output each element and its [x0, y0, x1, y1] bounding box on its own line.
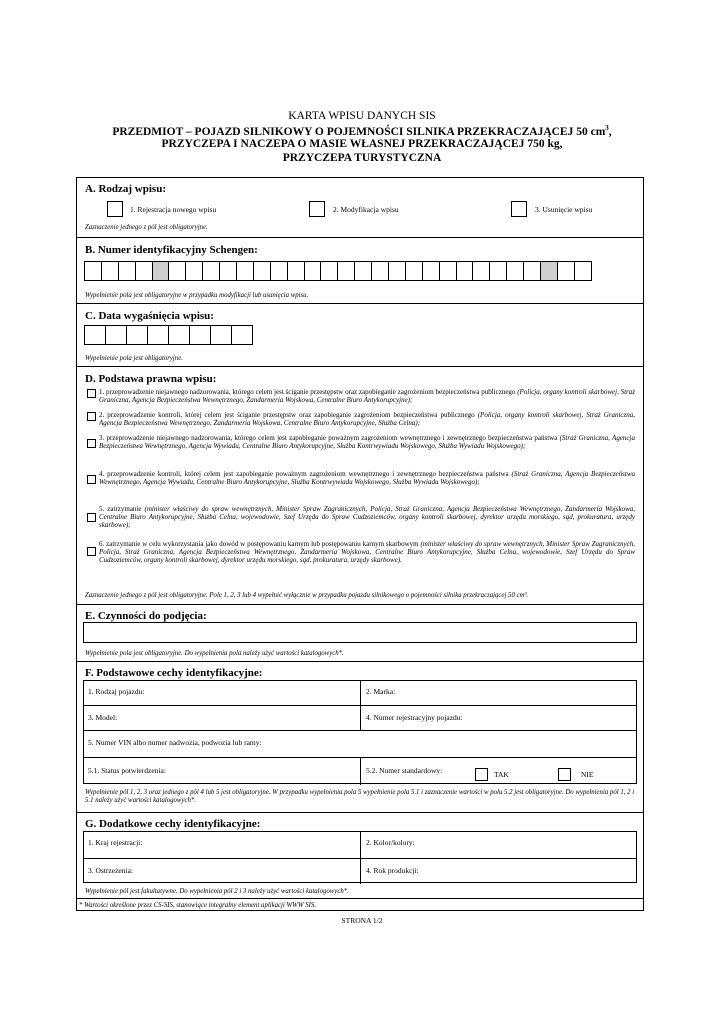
- legal-basis-1-text: 1. przeprowadzenie niejawnego nadzorowania, którego celem jest ściganie przestępstw oraz zapobieganie zagrożeniom bezpieczeństwa publicznego: [99, 388, 518, 396]
- label-nie: NIE: [581, 770, 594, 779]
- legal-basis-4-authorities: (Straż Graniczna, Agencja Bezpieczeństwa Wewnętrznego, Agencja Wywiadu, Centralne Biuro Antykorupcyjne, Służba Kontrwywiadu Wojskowego, Służba Wywiadu Wojskowego);: [99, 470, 635, 487]
- section-f-note: Wypełnienie pól 1, 2, 3 oraz jednego z pól 4 lub 5 jest obligatoryjne. W przypadku wypełnienia pola 5 wypełnienie pola 5.1 i zaznaczenie wartości w polu 5.2 jest obligatoryjne. Do wypełnienia pól 1, 2 i 5.1 należy użyć wartości katalogowych*.: [85, 789, 635, 804]
- label-tak: TAK: [494, 770, 509, 779]
- legal-basis-5: [99, 505, 635, 530]
- subject-text: PRZEDMIOT – POJAZD SILNIKOWY O POJEMNOŚCI SILNIKA PRZEKRACZAJĄCEJ 50 cm: [112, 125, 606, 138]
- legal-basis-1-authorities: (Policja, organy kontroli skarbowej, Straż Graniczna, Agencja Bezpieczeństwa Wewnętrznego, Żandarmeria Wojskowa, Centralne Biuro Antykorupcyjne);: [99, 388, 635, 405]
- checkbox-modify-entry[interactable]: [309, 201, 325, 217]
- checkbox-legal-basis-3[interactable]: [87, 439, 96, 448]
- field-registration-country[interactable]: 1. Kraj rejestracji:: [88, 838, 143, 847]
- checkbox-delete-entry[interactable]: [511, 201, 527, 217]
- checkbox-new-entry[interactable]: [107, 201, 123, 217]
- actions-input[interactable]: [83, 622, 637, 643]
- section-g-note: Wypełnienie pól jest fakultatywne. Do wypełnienia pól 2 i 3 należy użyć wartości katalogowych*.: [85, 888, 349, 895]
- row-warnings-year: [84, 858, 636, 884]
- sis-form: [76, 177, 644, 911]
- checkbox-legal-basis-1[interactable]: [87, 389, 96, 398]
- form-subject-line: [0, 124, 724, 138]
- label-new-entry: 1. Rejestracja nowego wpisu: [130, 205, 217, 214]
- checkbox-nie[interactable]: [558, 768, 571, 781]
- checkbox-legal-basis-2[interactable]: [87, 412, 96, 421]
- section-a: [77, 178, 643, 237]
- checkbox-legal-basis-5[interactable]: [87, 513, 96, 522]
- legal-basis-6-text: 6. zatrzymanie w celu wykorzystania jako dowód w postępowaniu karnym lub postępowaniu karnym skarbowym: [99, 540, 421, 548]
- section-b-title: B. Numer identyfikacyjny Schengen:: [85, 244, 258, 256]
- checkbox-tak[interactable]: [475, 768, 488, 781]
- field-make[interactable]: 2. Marka:: [366, 687, 396, 696]
- legal-basis-2-authorities: (Policja, organy kontroli skarbowej, Straż Graniczna, Agencja Bezpieczeństwa Wewnętrznego, Żandarmeria Wojskowa, Centralne Biuro Antykorupcyjne, Służba Celna);: [99, 411, 636, 428]
- legal-basis-1: [99, 388, 635, 404]
- section-f: [77, 661, 643, 812]
- field-warnings[interactable]: 3. Ostrzeżenia:: [88, 866, 133, 875]
- section-a-title: A. Rodzaj wpisu:: [85, 183, 166, 195]
- section-c: [77, 303, 643, 366]
- form-subject-line2: PRZYCZEPA I NACZEPA O MASIE WŁASNEJ PRZEKRACZAJĄCEJ 750 kg,: [161, 138, 563, 150]
- footnote: * Wartości określone przez CS-SIS, stanowiące integralny element aplikacji WWW SIS.: [79, 902, 316, 909]
- label-modify-entry: 2. Modyfikacja wpisu: [333, 205, 399, 214]
- form-title: KARTA WPISU DANYCH SIS: [288, 110, 436, 122]
- section-g: [77, 812, 643, 898]
- subject-sup: 3: [605, 124, 609, 132]
- footnote-row: [77, 898, 643, 912]
- section-d-note: Zaznaczenie jednego z pól jest obligatoryjne. Pole 1, 2, 3 lub 4 wypełnić wyłącznie w przypadku pojazdu silnikowego o pojemności silnika przekraczającej 50 cm³.: [85, 592, 529, 599]
- row-type-make: [84, 681, 636, 705]
- field-confirmation-status[interactable]: 5.1. Status potwierdzenia:: [88, 766, 166, 775]
- legal-basis-6-authorities: (minister właściwy do spraw wewnętrznych, Minister Spraw Zagranicznych, Policja, Straż Graniczna, Agencja Bezpieczeństwa Wewnętrznego, Żandarmeria Wojskowa, Centralne Biuro Antykorupcyjne, Służba Celna, wojewodowie, Szef Urzędu do Spraw Cudzoziemców, organy kontroli skarbowej, dyrektor urzędu morskiego, sąd, prokuratura, urzędy skarbowe).: [99, 540, 635, 565]
- section-d-title: D. Podstawa prawna wpisu:: [85, 373, 217, 385]
- row-vin: [84, 730, 636, 757]
- page-number: STRONA 1/2: [341, 916, 383, 925]
- legal-basis-5-text: 5. zatrzymanie: [99, 505, 145, 513]
- additional-features-table: [83, 831, 637, 883]
- section-a-note: Zaznaczenie jednego z pól jest obligatoryjne.: [85, 224, 208, 231]
- legal-basis-5-authorities: (minister właściwy do spraw wewnętrznych, Minister Spraw Zagranicznych, Policja, Straż Graniczna, Agencja Bezpieczeństwa Wewnętrznego, Żandarmeria Wojskowa, Centralne Biuro Antykorupcyjne, Służba Celna, wojewodowie, Szef Urzędu do Spraw Cudzoziemców, organy kontroli skarbowej, dyrektor urzędu morskiego, sąd, prokuratura, urzędy skarbowe);: [99, 505, 635, 530]
- checkbox-legal-basis-6[interactable]: [87, 547, 96, 556]
- section-c-note: Wypełnienie pola jest obligatoryjne.: [85, 355, 183, 362]
- section-d: [77, 366, 643, 604]
- legal-basis-3: [99, 434, 635, 450]
- section-g-title: G. Dodatkowe cechy identyfikacyjne:: [85, 818, 261, 830]
- section-e: [77, 604, 643, 661]
- field-standard-number: 5.2. Numer standardowy:: [366, 766, 443, 775]
- legal-basis-4-text: 4. przeprowadzenie kontroli, której celem jest zapobieganie poważnym zagrożeniom wewnętrznego i zewnętrznego bezpieczeństwa państwa: [99, 470, 512, 478]
- legal-basis-6: [99, 540, 635, 565]
- field-model[interactable]: 3. Model:: [88, 713, 118, 722]
- legal-basis-3-authorities: (Straż Graniczna, Agencja Bezpieczeństwa Wewnętrznego, Agencja Wywiadu, Centralne Biuro Antykorupcyjne, Służba Kontrwywiadu Wojskowego, Służba Wywiadu Wojskowego);: [99, 434, 635, 451]
- expiry-date-grid[interactable]: [85, 325, 253, 345]
- section-e-title: E. Czynności do podjęcia:: [85, 610, 207, 622]
- field-registration-number[interactable]: 4. Numer rejestracyjny pojazdu:: [366, 713, 463, 722]
- label-delete-entry: 3. Usunięcie wpisu: [535, 205, 593, 214]
- field-vin[interactable]: 5. Numer VIN albo numer nadwozia, podwozia lub ramy:: [88, 738, 262, 747]
- legal-basis-2: [99, 411, 635, 427]
- form-subject-line3: PRZYCZEPA TURYSTYCZNA: [282, 152, 442, 164]
- legal-basis-3-text: 3. przeprowadzenie niejawnego nadzorowania, którego celem jest zapobieganie poważnym zagrożeniom wewnętrznego i zewnętrznego bezpieczeństwa państwa: [99, 434, 560, 442]
- row-country-colour: [84, 832, 636, 858]
- field-colour[interactable]: 2. Kolor/kolory:: [366, 838, 415, 847]
- row-status-standard: [84, 757, 636, 785]
- basic-features-table: [83, 680, 637, 784]
- checkbox-legal-basis-4[interactable]: [87, 475, 96, 484]
- subject-comma: ,: [608, 125, 612, 138]
- section-e-note: Wypełnienie pola jest obligatoryjne. Do wypełnienia pola należy użyć wartości katalogowych*.: [85, 650, 344, 657]
- section-b: [77, 237, 643, 303]
- field-production-year[interactable]: 4. Rok produkcji:: [366, 866, 419, 875]
- row-model-plate: [84, 705, 636, 730]
- schengen-id-grid[interactable]: [85, 261, 592, 281]
- section-f-title: F. Podstawowe cechy identyfikacyjne:: [85, 667, 263, 679]
- field-vehicle-type[interactable]: 1. Rodzaj pojazdu:: [88, 687, 145, 696]
- section-c-title: C. Data wygaśnięcia wpisu:: [85, 310, 214, 322]
- section-b-note: Wypełnienie pola jest obligatoryjne w przypadku modyfikacji lub usunięcia wpisu.: [85, 292, 309, 299]
- legal-basis-2-text: 2. przeprowadzenie kontroli, której celem jest ściganie przestępstw oraz zapobieganie zagrożeniom bezpieczeństwa publicznego: [99, 411, 478, 419]
- legal-basis-4: [99, 470, 635, 486]
